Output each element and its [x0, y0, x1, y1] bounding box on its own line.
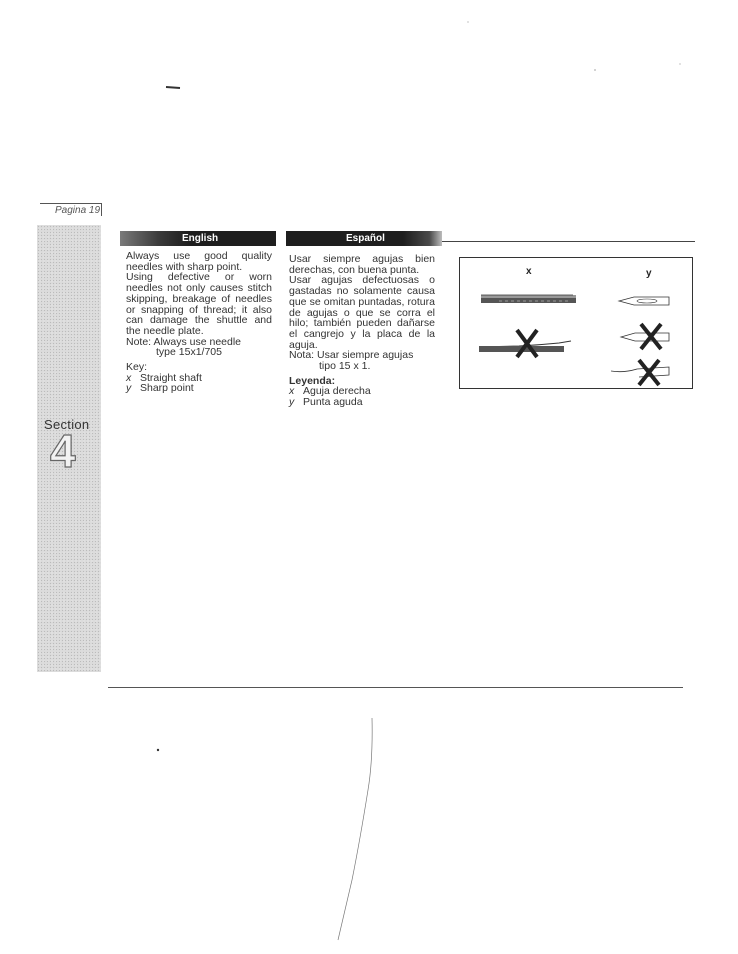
header-spanish-label: Español [346, 233, 385, 244]
english-key-letter: y [126, 382, 132, 395]
section-number: 4 [50, 425, 76, 477]
page-tab: Pagina 19 [40, 203, 102, 216]
spanish-key-letter: x [289, 385, 295, 398]
spanish-note-prefix: Nota: [289, 349, 315, 362]
figure-label-y: y [646, 268, 652, 279]
spanish-key-title: Leyenda: [289, 374, 336, 387]
english-paragraph-1: Always use good quality needles with sharp point. [126, 250, 272, 273]
english-key-text: Straight shaft [140, 371, 202, 384]
english-note-line2: type 15x1/705 [156, 346, 222, 359]
spanish-paragraph-1: Usar siempre agujas bien derechas, con buena punta. [289, 253, 435, 276]
english-paragraph-2: Using defective or worn needles not only causes stitch skipping, breakage of needles or snapping of thread; it also can damage the shuttle and the needle plate. [126, 271, 272, 337]
spanish-key-text: Punta aguda [303, 396, 363, 409]
english-key-text: Sharp point [140, 382, 194, 395]
section-label: Section [44, 417, 90, 432]
english-note-prefix: Note: [126, 335, 152, 348]
spanish-note-line1: Usar siempre agujas [317, 349, 414, 362]
spanish-key-letter: y [289, 396, 295, 409]
header-english-label: English [182, 233, 219, 244]
spanish-key-text: Aguja derecha [303, 385, 371, 398]
spanish-note-line2: tipo 15 x 1. [319, 360, 371, 373]
figure-label-x: x [526, 266, 532, 277]
english-note-line1: Always use needle [153, 335, 242, 348]
spanish-paragraph-2: Usar agujas defectuosas o gastadas no solamente causa que se omitan puntadas, rotura de agujas o que se corra el hilo; también pueden dañarse el cangrejo y la placa de la aguja. [289, 274, 435, 351]
english-key-letter: x [126, 371, 132, 384]
english-key-title: Key: [126, 361, 148, 374]
